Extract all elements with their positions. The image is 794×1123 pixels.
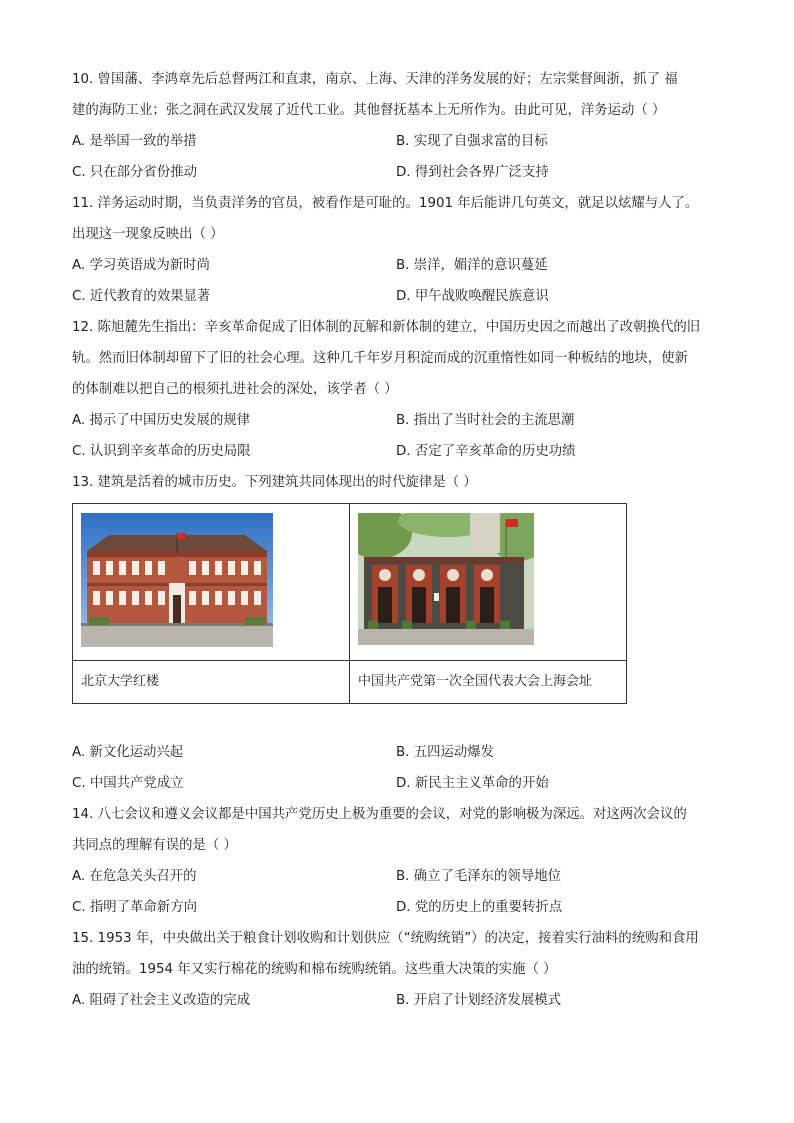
options-row	[72, 436, 732, 467]
question-text: 轨。然而旧体制却留下了旧的社会心理。这种几千年岁月积淀而成的沉重惰性如同一种板结的地块，使新	[72, 351, 688, 366]
photo-cell	[73, 504, 350, 661]
option-a: A. 是举国一致的举措	[72, 134, 197, 149]
option-a: A. 新文化运动兴起	[72, 745, 184, 760]
question-text: 13. 建筑是活着的城市历史。下列建筑共同体现出的时代旋律是（ ）	[72, 475, 477, 490]
spacer	[72, 704, 732, 737]
option-c: C. 近代教育的效果显著	[72, 289, 211, 304]
question-11	[72, 188, 732, 312]
peking-university-red-building-photo	[81, 513, 273, 647]
cpc-first-congress-site-photo	[358, 513, 534, 645]
options-row	[72, 768, 732, 799]
option-c: C. 中国共产党成立	[72, 776, 184, 791]
question-13	[72, 467, 732, 799]
question-text: 12. 陈旭麓先生指出：辛亥革命促成了旧体制的瓦解和新体制的建立，中国历史因之而越出了改朝换代的旧	[72, 320, 701, 335]
question-text: 10. 曾国藩、李鸿章先后总督两江和直隶，南京、上海、天津的洋务发展的好；左宗棠督闽浙，抓了 福	[72, 72, 678, 87]
photo-cell	[350, 504, 627, 661]
option-b: B. 五四运动爆发	[396, 745, 495, 760]
question-text: 11. 洋务运动时期，当负责洋务的官员，被看作是可耻的。1901 年后能讲几句英文，就足以炫耀与人了。	[72, 196, 699, 211]
question-10	[72, 64, 732, 188]
photo-caption: 北京大学红楼	[73, 661, 350, 704]
option-a: A. 揭示了中国历史发展的规律	[72, 413, 251, 428]
options-row	[72, 250, 732, 281]
option-d: D. 得到社会各界广泛支持	[396, 165, 549, 180]
exam-page	[72, 64, 732, 1016]
option-c: C. 只在部分省份推动	[72, 165, 197, 180]
option-b: B. 开启了计划经济发展模式	[396, 993, 561, 1008]
options-row	[72, 281, 732, 312]
question-text: 油的统销。1954 年又实行棉花的统购和棉布统购统销。这些重大决策的实施（ ）	[72, 962, 557, 977]
question-text: 建的海防工业；张之洞在武汉发展了近代工业。其他督抚基本上无所作为。由此可见，洋务运动（ ）	[72, 103, 666, 118]
question-text: 的体制难以把自己的根须扎进社会的深处，该学者（ ）	[72, 382, 398, 397]
question-14	[72, 799, 732, 923]
option-b: B. 确立了毛泽东的领导地位	[396, 869, 561, 884]
options-row	[72, 861, 732, 892]
option-d: D. 党的历史上的重要转折点	[396, 900, 563, 915]
option-b: B. 崇洋，媚洋的意识蔓延	[396, 258, 548, 273]
building-photo-table	[72, 503, 627, 704]
option-c: C. 认识到辛亥革命的历史局限	[72, 444, 251, 459]
options-row	[72, 892, 732, 923]
option-a: A. 学习英语成为新时尚	[72, 258, 210, 273]
options-row	[72, 157, 732, 188]
option-a: A. 阻碍了社会主义改造的完成	[72, 993, 251, 1008]
option-d: D. 甲午战败唤醒民族意识	[396, 289, 549, 304]
question-15	[72, 923, 732, 1016]
question-text: 出现这一现象反映出（ ）	[72, 227, 224, 242]
option-c: C. 指明了革命新方向	[72, 900, 197, 915]
options-row	[72, 405, 732, 436]
options-row	[72, 126, 732, 157]
option-b: B. 指出了当时社会的主流思潮	[396, 413, 575, 428]
photo-caption: 中国共产党第一次全国代表大会上海会址	[350, 661, 627, 704]
option-b: B. 实现了自强求富的目标	[396, 134, 548, 149]
option-d: D. 否定了辛亥革命的历史功绩	[396, 444, 576, 459]
question-text: 14. 八七会议和遵义会议都是中国共产党历史上极为重要的会议，对党的影响极为深远。对这两次会议的	[72, 807, 687, 822]
option-a: A. 在危急关头召开的	[72, 869, 197, 884]
option-d: D. 新民主主义革命的开始	[396, 776, 549, 791]
question-12	[72, 312, 732, 467]
options-row	[72, 737, 732, 768]
question-text: 共同点的理解有误的是（ ）	[72, 838, 237, 853]
options-row	[72, 985, 732, 1016]
question-text: 15. 1953 年，中央做出关于粮食计划收购和计划供应（“统购统销”）的决定，接着实行油料的统购和食用	[72, 931, 699, 946]
